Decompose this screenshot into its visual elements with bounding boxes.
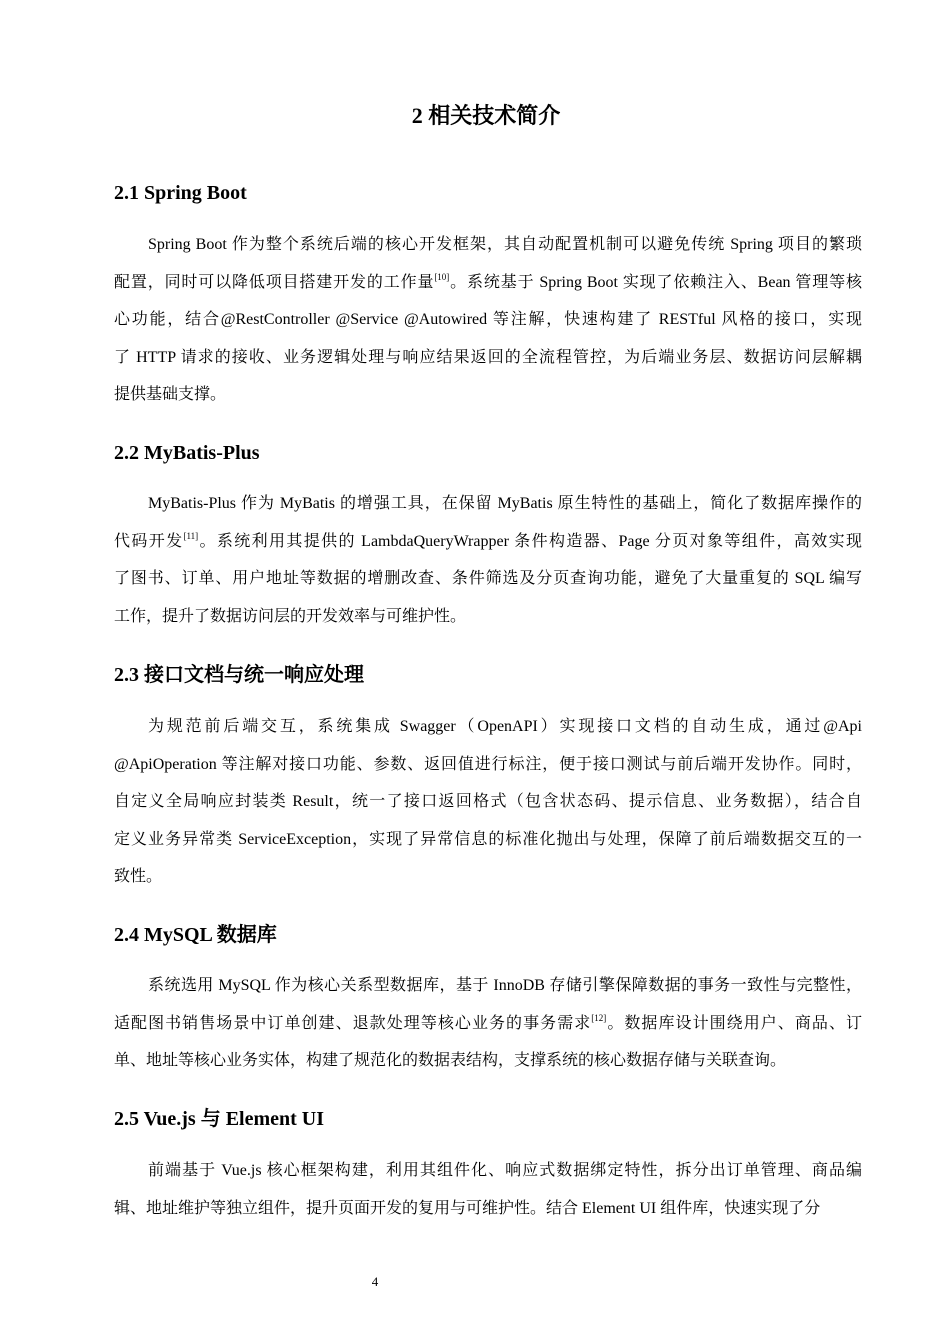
chapter-title: 2 相关技术简介: [411, 103, 561, 128]
line-text: 。系统基于 Spring Boot 实现了依赖注入、Bean 管理等核: [449, 273, 862, 291]
section-2-5-paragraph: [114, 1152, 862, 1227]
paragraph-line: [114, 1005, 862, 1043]
paragraph-line: 为规范前后端交互，系统集成 Swagger（OpenAPI）实现接口文档的自动生成，通过@Api: [148, 718, 862, 735]
page-number: 4: [371, 1274, 379, 1289]
paragraph-line: 自定义全局响应封装类 Result，统一了接口返回格式（包含状态码、提示信息、业务数据），结合自: [114, 793, 862, 810]
section-title-2-3: 2.3 接口文档与统一响应处理: [114, 664, 364, 686]
paragraph-line: [114, 523, 862, 561]
section-title-2-1: 2.1 Spring Boot: [114, 182, 247, 204]
paragraph-line: 致性。: [114, 868, 163, 885]
paragraph-line: @ApiOperation 等注解对接口功能、参数、返回值进行标注，便于接口测试与前后端开发协作。同时，: [114, 755, 862, 773]
paragraph-line: 前端基于 Vue.js 核心框架构建，利用其组件化、响应式数据绑定特性，拆分出订单管理、商品编: [148, 1162, 862, 1179]
citation-ref: [10]: [434, 271, 450, 282]
paragraph-line: 提供基础支撑。: [114, 386, 227, 403]
paragraph-line: 辑、地址维护等独立组件，提升页面开发的复用与可维护性。结合 Element UI 组件库，快速实现了分: [114, 1199, 821, 1217]
section-2-3-paragraph: [114, 708, 862, 896]
line-text: 代码开发: [114, 532, 184, 550]
citation-ref: [11]: [183, 530, 199, 541]
section-2-2-paragraph: [114, 485, 862, 635]
line-text: 。系统利用其提供的 LambdaQueryWrapper 条件构造器、Page 分页对象等组件，高效实现: [198, 532, 862, 550]
citation-ref: [12]: [591, 1012, 607, 1023]
paragraph-line: 了图书、订单、用户地址等数据的增删改查、条件筛选及分页查询功能，避免了大量重复的 SQL 编写: [114, 570, 862, 587]
paragraph-line: 定义业务异常类 ServiceException，实现了异常信息的标准化抛出与处理，保障了前后端数据交互的一: [114, 830, 862, 848]
paragraph-line: 心功能，结合@RestController @Service @Autowired 等注解，快速构建了 RESTful 风格的接口，实现: [114, 311, 862, 328]
paragraph-line: Spring Boot 作为整个系统后端的核心开发框架，其自动配置机制可以避免传统 Spring 项目的繁琐: [148, 236, 862, 253]
line-text: 配置，同时可以降低项目搭建开发的工作量: [114, 273, 435, 291]
section-2-4-paragraph: [114, 967, 862, 1080]
paragraph-line: MyBatis-Plus 作为 MyBatis 的增强工具，在保留 MyBatis 原生特性的基础上，简化了数据库操作的: [148, 495, 862, 512]
section-title-2-2: 2.2 MyBatis-Plus: [114, 442, 260, 464]
paragraph-line: 系统选用 MySQL 作为核心关系型数据库，基于 InnoDB 存储引擎保障数据的事务一致性与完整性，: [148, 977, 862, 994]
paragraph-line: 单、地址等核心业务实体，构建了规范化的数据表结构，支撑系统的核心数据存储与关联查询。: [114, 1052, 787, 1069]
line-text: 适配图书销售场景中订单创建、退款处理等核心业务的事务需求: [114, 1014, 592, 1032]
paragraph-line: [114, 264, 862, 302]
section-title-2-4: 2.4 MySQL 数据库: [114, 924, 277, 946]
line-text: 。数据库设计围绕用户、商品、订: [606, 1014, 862, 1032]
section-2-1-paragraph: [114, 226, 862, 414]
paragraph-line: 工作，提升了数据访问层的开发效率与可维护性。: [114, 607, 467, 625]
section-title-2-5: 2.5 Vue.js 与 Element UI: [114, 1108, 325, 1130]
paragraph-line: 了 HTTP 请求的接收、业务逻辑处理与响应结果返回的全流程管控，为后端业务层、数据访问层解耦: [114, 348, 862, 366]
